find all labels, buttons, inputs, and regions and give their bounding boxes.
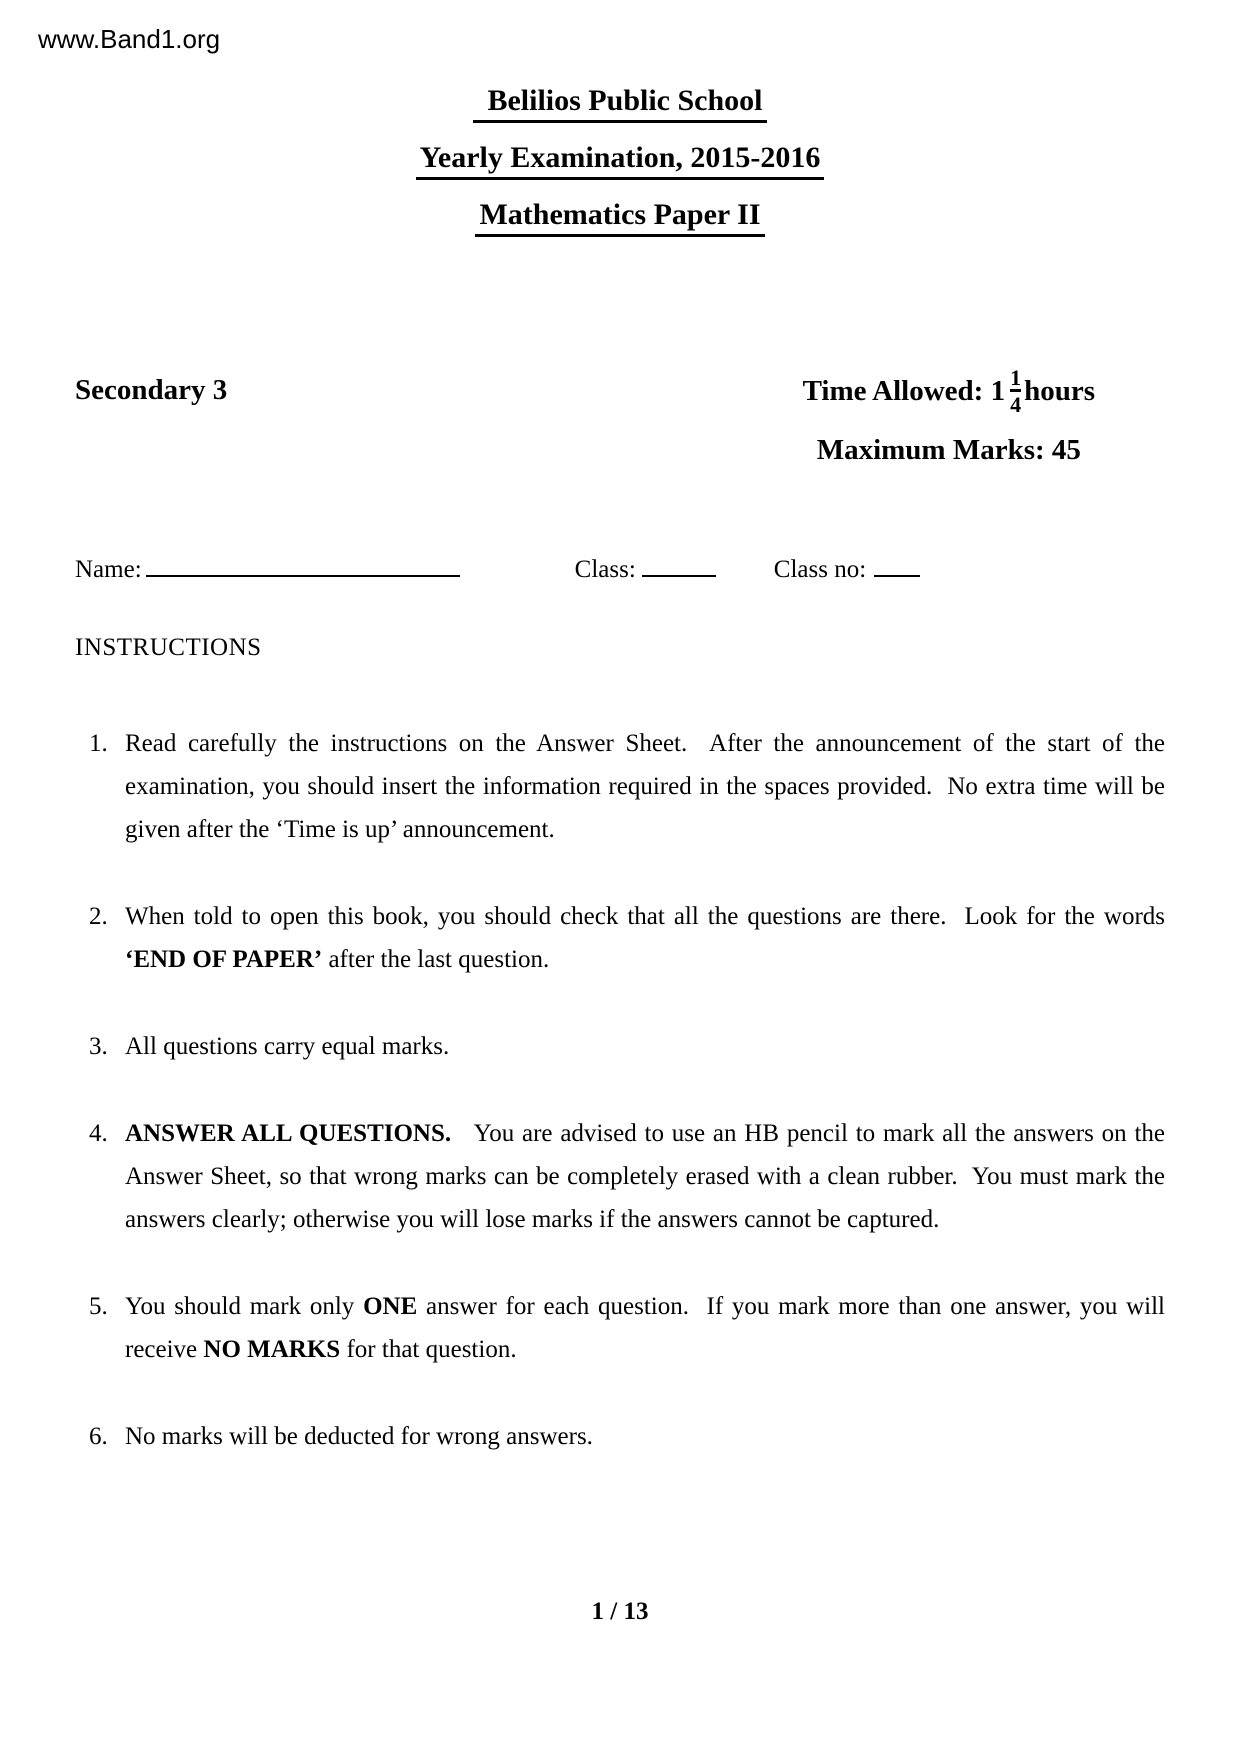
instruction-item-5 bbox=[75, 1285, 1165, 1371]
exam-name-line bbox=[0, 141, 1240, 179]
item-number: 1. bbox=[89, 730, 108, 757]
class-label: Class: bbox=[574, 556, 636, 583]
maximum-marks: Maximum Marks: 45 bbox=[816, 434, 1081, 466]
item-number: 4. bbox=[89, 1120, 108, 1147]
class-blank-field bbox=[642, 551, 716, 577]
name-blank-field bbox=[146, 551, 460, 577]
item-text-bold: ONE bbox=[363, 1293, 418, 1320]
item-text: for that question. bbox=[340, 1336, 517, 1363]
instructions-heading: INSTRUCTIONS bbox=[75, 634, 262, 661]
site-watermark: www.Band1.org bbox=[38, 24, 221, 54]
time-allowed-unit: hours bbox=[1024, 374, 1095, 407]
time-allowed bbox=[803, 360, 1095, 422]
school-name-line bbox=[0, 84, 1240, 122]
name-label: Name: bbox=[75, 556, 142, 583]
item-text: You should mark only bbox=[125, 1293, 364, 1320]
paper-name: Mathematics Paper II bbox=[475, 198, 764, 237]
time-fraction bbox=[1010, 366, 1021, 416]
meta-row bbox=[75, 360, 1165, 467]
item-number: 5. bbox=[89, 1293, 108, 1320]
item-text: You are advised to use an HB pencil to mark all the answers on the Answer Sheet, so that wrong marks can be completely erased with a clean rubber. You must mark the answers clearly; otherwise you will lose marks if the answers cannot be captured. bbox=[125, 1120, 1165, 1233]
fraction-numerator: 1 bbox=[1010, 364, 1022, 390]
item-text-bold: ANSWER ALL QUESTIONS. bbox=[125, 1120, 452, 1147]
instruction-item-2 bbox=[75, 895, 1165, 981]
time-allowed-label: Time Allowed: 1 bbox=[802, 374, 1006, 407]
paper-name-line bbox=[0, 198, 1240, 236]
class-no-blank-field bbox=[874, 551, 920, 577]
item-text: No marks will be deducted for wrong answers. bbox=[125, 1423, 593, 1450]
page-number: 1 / 13 bbox=[591, 1598, 649, 1625]
exam-conditions-block bbox=[803, 360, 1095, 467]
instruction-item-3 bbox=[75, 1025, 1165, 1068]
instructions-list bbox=[75, 722, 1165, 1502]
item-text: When told to open this book, you should check that all the questions are there. Look for the words bbox=[125, 903, 1165, 930]
school-name: Belilios Public School bbox=[473, 84, 766, 123]
item-text-bold: NO MARKS bbox=[203, 1336, 341, 1363]
fraction-denominator: 4 bbox=[1010, 389, 1021, 416]
exam-name: Yearly Examination, 2015-2016 bbox=[416, 141, 825, 180]
item-number: 3. bbox=[89, 1033, 108, 1060]
item-number: 2. bbox=[89, 903, 108, 930]
item-text: All questions carry equal marks. bbox=[125, 1033, 450, 1060]
item-text: after the last question. bbox=[322, 946, 550, 973]
class-level: Secondary 3 bbox=[75, 374, 228, 406]
header-title-block bbox=[0, 84, 1240, 255]
item-number: 6. bbox=[89, 1423, 108, 1450]
instruction-item-1 bbox=[75, 722, 1165, 851]
instruction-item-6 bbox=[75, 1415, 1165, 1458]
item-text: answer for each question. If you mark more than one answer, you will receive bbox=[125, 1293, 1165, 1363]
class-no-label: Class no: bbox=[773, 556, 867, 583]
item-text: Read carefully the instructions on the Answer Sheet. After the announcement of the start of the examination, you should insert the information required in the spaces provided. No extra time will be given after the ‘Time is up’ announcement. bbox=[125, 730, 1165, 843]
student-info-row bbox=[75, 551, 920, 585]
instruction-item-4 bbox=[75, 1112, 1165, 1241]
item-text-bold: ‘END OF PAPER’ bbox=[125, 946, 323, 973]
